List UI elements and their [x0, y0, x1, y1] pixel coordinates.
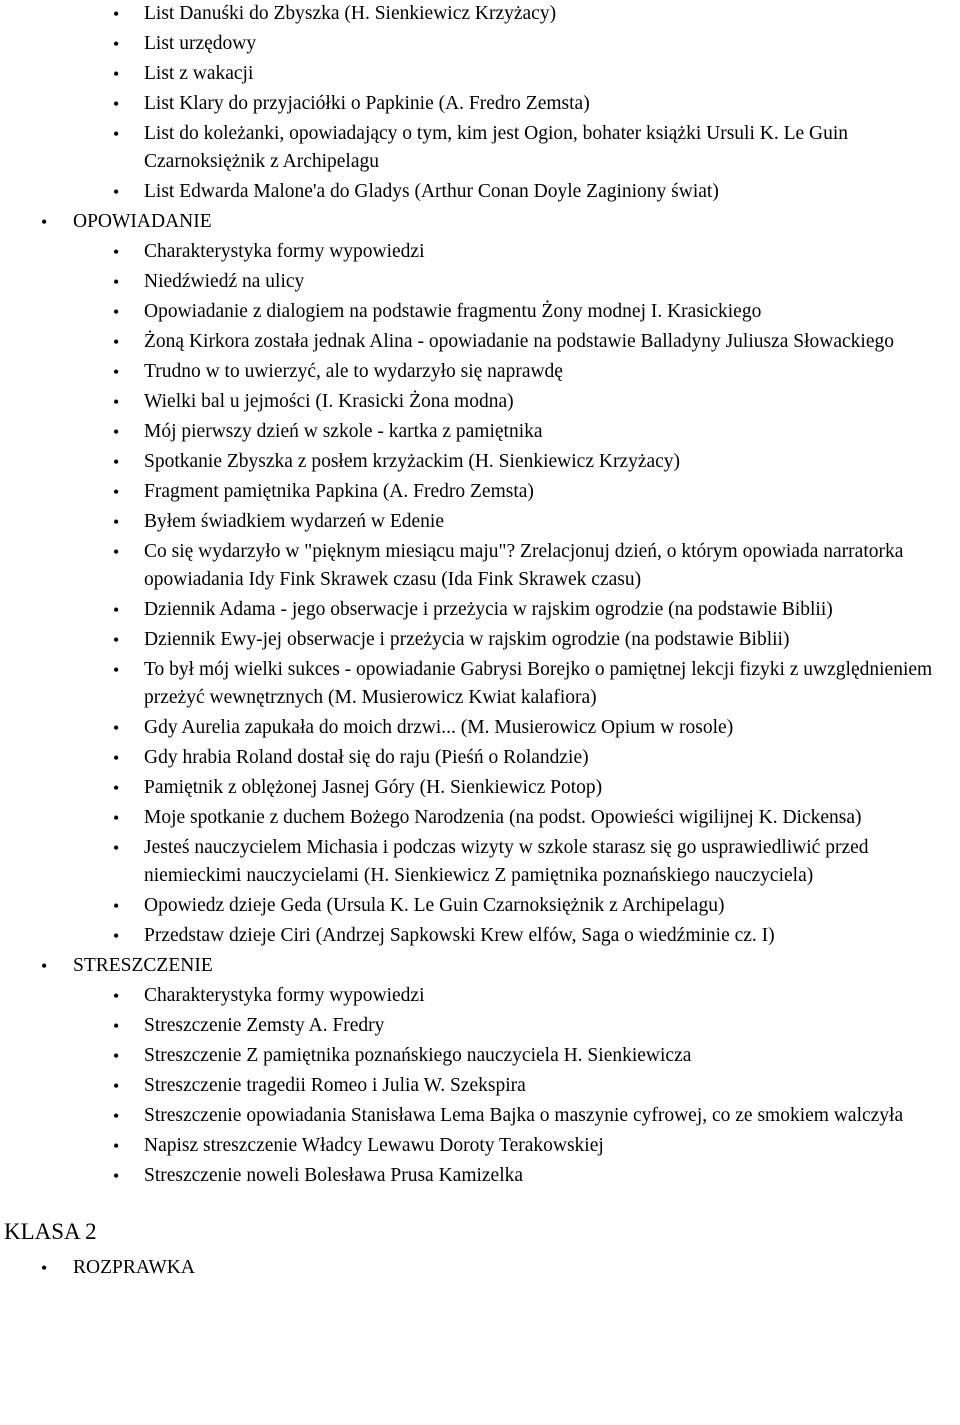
bullet-icon: • [113, 1166, 120, 1186]
list-item [0, 508, 960, 538]
list-item [0, 238, 960, 268]
bullet-icon: • [113, 1046, 120, 1066]
list-item-text: List do koleżanki, opowiadający o tym, kim jest Ogion, bohater książki Ursuli K. Le Guin Czarnoksiężnik z Archipelagu [144, 123, 849, 172]
list-item [0, 178, 960, 208]
list-item [0, 538, 960, 596]
section-item [0, 1254, 960, 1284]
list-item-text: Streszczenie tragedii Romeo i Julia W. Szekspira [144, 1075, 526, 1096]
bullet-icon: • [113, 34, 120, 54]
bullet-icon: • [41, 212, 48, 232]
list-item [0, 834, 960, 892]
bullet-icon: • [113, 1106, 120, 1126]
bullet-icon: • [113, 1076, 120, 1096]
list-item [0, 714, 960, 744]
list-item [0, 298, 960, 328]
list-item [0, 982, 960, 1012]
list-item-text: Napisz streszczenie Władcy Lewawu Doroty Terakowskiej [144, 1135, 604, 1156]
bullet-icon: • [113, 838, 120, 858]
list-item-text: Spotkanie Zbyszka z posłem krzyżackim (H. Sienkiewicz Krzyżacy) [144, 451, 681, 472]
list-item [0, 388, 960, 418]
list-item-text: Charakterystyka formy wypowiedzi [144, 985, 425, 1006]
bullet-icon: • [113, 422, 120, 442]
list-item-text: Opowiadanie z dialogiem na podstawie fragmentu Żony modnej I. Krasickiego [144, 301, 762, 322]
bullet-icon: • [113, 242, 120, 262]
bullet-icon: • [113, 332, 120, 352]
list-item-text: Streszczenie Zemsty A. Fredry [144, 1015, 385, 1036]
section-item [0, 952, 960, 1192]
list-item-text: Opowiedz dzieje Geda (Ursula K. Le Guin Czarnoksiężnik z Archipelagu) [144, 895, 725, 916]
list-item-text: Co się wydarzyło w "pięknym miesiącu maju"? Zrelacjonuj dzień, o którym opowiada narratorka opowiadania Idy Fink Skrawek czasu (Ida Fink Skrawek czasu) [144, 541, 904, 590]
bullet-icon: • [113, 452, 120, 472]
list-item-text: Dziennik Ewy-jej obserwacje i przeżycia w rajskim ogrodzie (na podstawie Biblii) [144, 629, 790, 650]
letter-topics-list [0, 0, 960, 208]
list-item-text: List Klary do przyjaciółki o Papkinie (A. Fredro Zemsta) [144, 93, 590, 114]
bullet-icon: • [113, 778, 120, 798]
bullet-icon: • [41, 956, 48, 976]
list-item [0, 120, 960, 178]
list-item-text: Fragment pamiętnika Papkina (A. Fredro Zemsta) [144, 481, 534, 502]
bullet-icon: • [41, 1258, 48, 1278]
list-item [0, 774, 960, 804]
list-item [0, 60, 960, 90]
list-item-text: Przedstaw dzieje Ciri (Andrzej Sapkowski Krew elfów, Saga o wiedźminie cz. I) [144, 925, 775, 946]
section-sub-list [0, 238, 960, 952]
list-item [0, 30, 960, 60]
list-item [0, 892, 960, 922]
bullet-icon: • [113, 4, 120, 24]
list-item [0, 328, 960, 358]
list-item-text: Trudno w to uwierzyć, ale to wydarzyło się naprawdę [144, 361, 563, 382]
list-item [0, 1162, 960, 1192]
list-item-text: ROZPRAWKA [73, 1257, 195, 1278]
list-item [0, 268, 960, 298]
list-item-text: Gdy hrabia Roland dostał się do raju (Pieśń o Rolandzie) [144, 747, 589, 768]
bullet-icon: • [113, 600, 120, 620]
list-item-text: Streszczenie Z pamiętnika poznańskiego nauczyciela H. Sienkiewicza [144, 1045, 692, 1066]
bullet-icon: • [113, 808, 120, 828]
list-item [0, 1132, 960, 1162]
list-item-text: List z wakacji [144, 63, 254, 84]
list-item [0, 90, 960, 120]
list-item-text: OPOWIADANIE [73, 211, 212, 232]
list-item-text: Wielki bal u jejmości (I. Krasicki Żona modna) [144, 391, 514, 412]
bullet-icon: • [113, 64, 120, 84]
class-heading: KLASA 2 [4, 1219, 97, 1244]
list-item [0, 1042, 960, 1072]
bullet-icon: • [113, 362, 120, 382]
list-item-text: Streszczenie noweli Bolesława Prusa Kamizelka [144, 1165, 524, 1186]
list-item-text: To był mój wielki sukces - opowiadanie Gabrysi Borejko o pamiętnej lekcji fizyki z uwzględnieniem przeżyć wewnętrznych (M. Musierowicz Kwiat kalafiora) [144, 659, 933, 708]
bullet-icon: • [113, 896, 120, 916]
list-item [0, 0, 960, 30]
list-item [0, 1072, 960, 1102]
bullet-icon: • [113, 986, 120, 1006]
list-item-text: Żoną Kirkora została jednak Alina - opowiadanie na podstawie Balladyny Juliusza Słowackiego [144, 331, 894, 352]
section-item [0, 208, 960, 952]
section-sub-list [0, 982, 960, 1192]
list-item-text: Streszczenie opowiadania Stanisława Lema Bajka o maszynie cyfrowej, co ze smokiem walczyła [144, 1105, 904, 1126]
list-item-text: List Edwarda Malone'a do Gladys (Arthur Conan Doyle Zaginiony świat) [144, 181, 719, 202]
list-item [0, 596, 960, 626]
list-item [0, 804, 960, 834]
bullet-icon: • [113, 718, 120, 738]
bullet-icon: • [113, 182, 120, 202]
bullet-icon: • [113, 1016, 120, 1036]
list-item [0, 922, 960, 952]
list-item-text: Jesteś nauczycielem Michasia i podczas wizyty w szkole starasz się go usprawiedliwić przed niemieckimi nauczycielami (H. Sienkiewicz Z pamiętnika poznańskiego nauczyciela) [144, 837, 869, 886]
bullet-icon: • [113, 94, 120, 114]
list-item [0, 1012, 960, 1042]
list-item-text: STRESZCZENIE [73, 955, 213, 976]
class-2-list [0, 1254, 960, 1284]
list-item-text: Moje spotkanie z duchem Bożego Narodzenia (na podst. Opowieści wigilijnej K. Dickensa) [144, 807, 862, 828]
bullet-icon: • [113, 630, 120, 650]
bullet-icon: • [113, 512, 120, 532]
list-item-text: Dziennik Adama - jego obserwacje i przeżycia w rajskim ogrodzie (na podstawie Biblii) [144, 599, 833, 620]
bullet-icon: • [113, 926, 120, 946]
list-item [0, 1102, 960, 1132]
bullet-icon: • [113, 748, 120, 768]
list-item-text: Mój pierwszy dzień w szkole - kartka z pamiętnika [144, 421, 543, 442]
list-item-text: List Danuśki do Zbyszka (H. Sienkiewicz Krzyżacy) [144, 3, 557, 24]
list-item-text: Pamiętnik z oblężonej Jasnej Góry (H. Sienkiewicz Potop) [144, 777, 603, 798]
list-item-text: Byłem świadkiem wydarzeń w Edenie [144, 511, 444, 532]
section-list [0, 208, 960, 1192]
bullet-icon: • [113, 542, 120, 562]
list-item [0, 418, 960, 448]
list-item [0, 744, 960, 774]
list-item [0, 478, 960, 508]
bullet-icon: • [113, 660, 120, 680]
list-item-text: Niedźwiedź na ulicy [144, 271, 305, 292]
list-item-text: Charakterystyka formy wypowiedzi [144, 241, 425, 262]
list-item [0, 358, 960, 388]
list-item [0, 656, 960, 714]
list-item [0, 448, 960, 478]
bullet-icon: • [113, 272, 120, 292]
bullet-icon: • [113, 482, 120, 502]
list-item-text: List urzędowy [144, 33, 257, 54]
list-item-text: Gdy Aurelia zapukała do moich drzwi... (M. Musierowicz Opium w rosole) [144, 717, 734, 738]
bullet-icon: • [113, 1136, 120, 1156]
bullet-icon: • [113, 302, 120, 322]
list-item [0, 626, 960, 656]
bullet-icon: • [113, 392, 120, 412]
bullet-icon: • [113, 124, 120, 144]
